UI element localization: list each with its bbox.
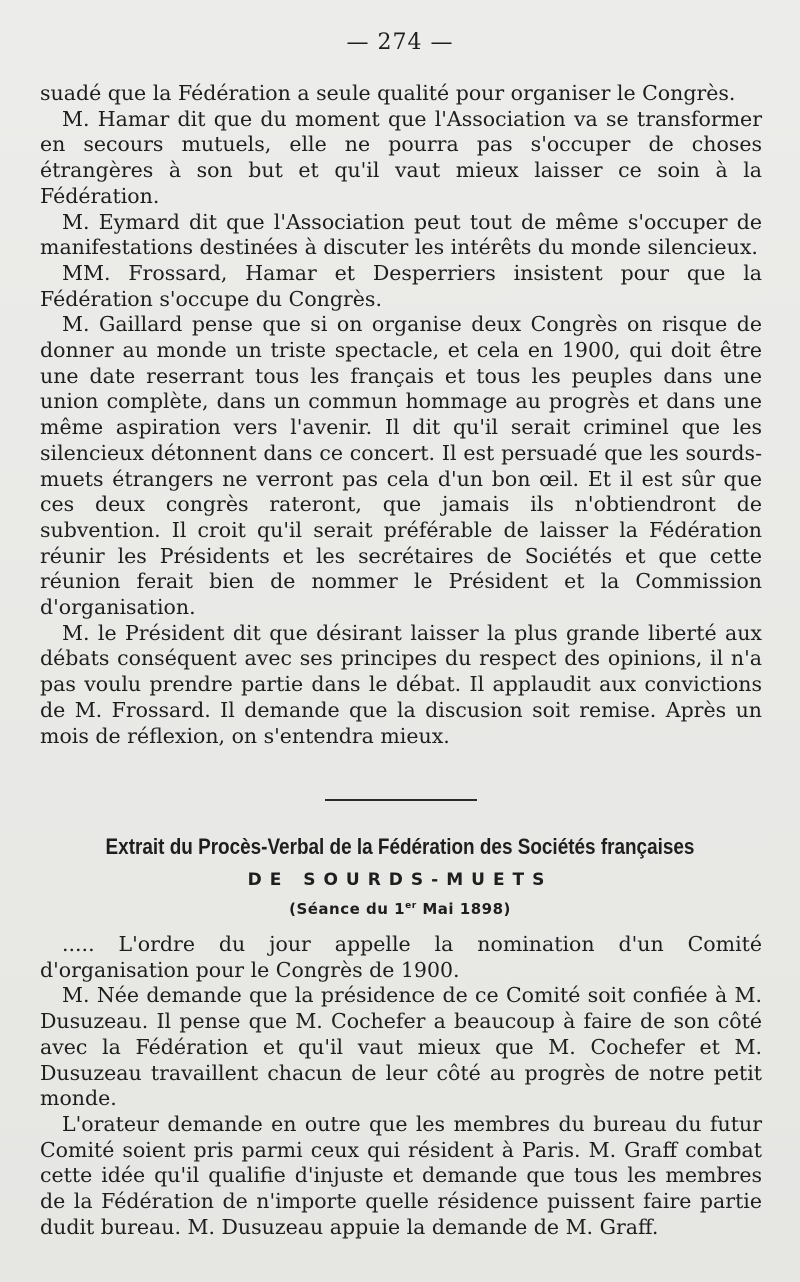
minutes-section-2 bbox=[40, 932, 762, 1240]
page-number: — 274 — bbox=[346, 30, 454, 55]
paragraph: M. Eymard dit que l'Association peut tout de même s'occuper de manifestations destinées à discuter les intérêts du monde silencieux. bbox=[40, 209, 762, 260]
session-date-prefix: (Séance du 1 bbox=[289, 900, 406, 918]
paragraph: M. Née demande que la présidence de ce Comité soit confiée à M. Dusuzeau. Il pense que M. Cochefer a beaucoup à faire de son côté avec la Fédération et qu'il vaut mieux que M. Cochefer et M. Dusuzeau travaillent chacun de leur côté au progrès de notre petit monde. bbox=[40, 983, 762, 1111]
section-subheading: DE SOURDS-MUETS bbox=[247, 870, 553, 890]
session-date-suffix: Mai 1898) bbox=[416, 900, 511, 918]
section-divider bbox=[325, 799, 477, 801]
minutes-section-1 bbox=[40, 81, 762, 749]
paragraph: M. Hamar dit que du moment que l'Association va se transformer en secours mutuels, elle ne pourra pas s'occuper de choses étrangères à son but et qu'il vaut mieux laisser ce soin à la Fédération. bbox=[40, 106, 762, 208]
paragraph: MM. Frossard, Hamar et Desperriers insistent pour que la Fédération s'occupe du Congrès. bbox=[40, 260, 762, 311]
paragraph: M. Gaillard pense que si on organise deux Congrès on risque de donner au monde un triste spectacle, et cela en 1900, qui doit être une date reserrant tous les français et tous les peuples dans une union complète, dans un commun hommage au progrès et dans une même aspiration vers l'avenir. Il dit qu'il serait criminel que les silencieux détonnent dans ce concert. Il est persuadé que les sourds-muets étrangers ne verront pas cela d'un bon œil. Et il est sûr que ces deux congrès rateront, que jamais ils n'obtiendront de subvention. Il croit qu'il serait préférable de laisser la Fédération réunir les Présidents et les secrétaires de Sociétés et que cette réunion ferait bien de nommer le Président et la Commission d'organisation. bbox=[40, 312, 762, 620]
paragraph: suadé que la Fédération a seule qualité pour organiser le Congrès. bbox=[40, 81, 736, 105]
section-heading: Extrait du Procès-Verbal de la Fédération des Sociétés françaises bbox=[105, 834, 695, 859]
session-date-ordinal: er bbox=[405, 901, 417, 911]
paragraph: ..... L'ordre du jour appelle la nomination d'un Comité d'organisation pour le Congrès de 1900. bbox=[40, 932, 762, 982]
paragraph: M. le Président dit que désirant laisser la plus grande liberté aux débats conséquent avec ses principes du respect des opinions, il n'a pas voulu prendre partie dans le débat. Il applaudit aux convictions de M. Frossard. Il demande que la discusion soit remise. Après un mois de réflexion, on s'entendra mieux. bbox=[40, 620, 762, 748]
paragraph: L'orateur demande en outre que les membres du bureau du futur Comité soient pris parmi ceux qui résident à Paris. M. Graff combat cette idée qu'il qualifie d'injuste et demande que tous les membres de la Fédération de n'importe quelle résidence puissent faire partie dudit bureau. M. Dusuzeau appuie la demande de M. Graff. bbox=[40, 1111, 762, 1239]
session-date bbox=[0, 900, 800, 918]
